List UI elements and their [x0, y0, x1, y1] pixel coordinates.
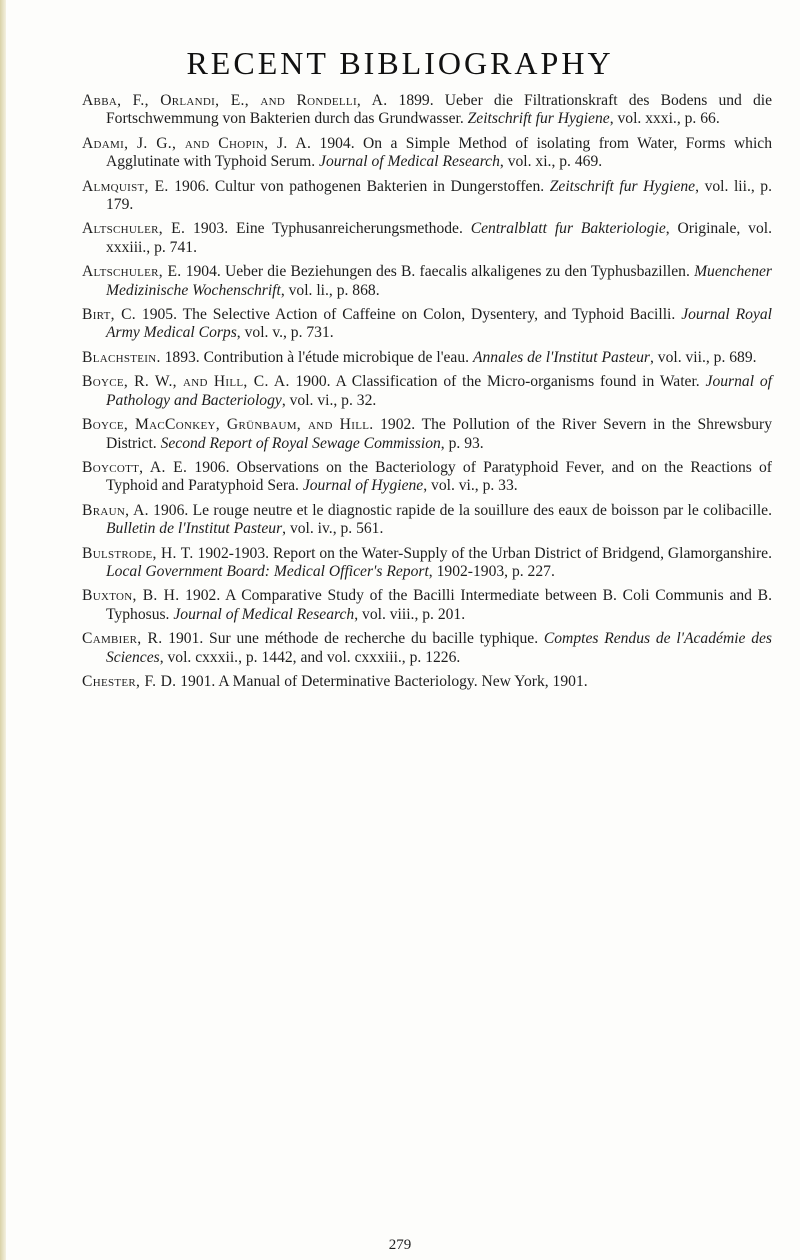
- bibliography-entry: [82, 135, 772, 172]
- entry-text: 1902-1903. Report on the Water-Supply of the Urban District of Bridgend, Glamorganshire.: [193, 544, 772, 562]
- bibliography-entry: [82, 459, 772, 496]
- entry-authors: Almquist, E.: [82, 177, 169, 195]
- page-title: RECENT BIBLIOGRAPHY: [186, 45, 614, 82]
- entry-journal: Journal of Medical Research: [173, 605, 355, 623]
- entry-citation: , vol. vii., p. 689.: [649, 348, 757, 366]
- entry-journal: Annales de l'Institut Pasteur: [472, 348, 650, 366]
- entry-text: 1902. The Pollution of the River Severn in the Shrewsbury District.: [106, 416, 773, 452]
- entry-citation: , vol. viii., p. 201.: [354, 605, 466, 623]
- entry-journal: Zeitschrift fur Hygiene: [549, 177, 696, 195]
- entry-authors: Adami, J. G., and Chopin, J. A.: [82, 134, 312, 152]
- entry-journal: Comptes Rendus de l'Académie des Sciences: [106, 630, 773, 666]
- entry-authors: Buxton, B. H.: [82, 587, 180, 605]
- bibliography-entry: [82, 416, 772, 453]
- entry-citation: , vol. vi., p. 32.: [281, 391, 377, 409]
- entry-citation: , vol. lii., p. 179.: [106, 177, 772, 214]
- entry-journal: Second Report of Royal Sewage Commission: [160, 434, 441, 452]
- entry-journal: Muenchener Medizinische Wochenschrift: [106, 263, 772, 299]
- entry-journal: Journal of Pathology and Bacteriology: [106, 373, 772, 409]
- entry-text: 1904. Ueber die Beziehungen des B. faecalis alkaligenes zu den Typhusbazillen.: [181, 263, 695, 281]
- entry-journal: Zeitschrift fur Hygiene: [467, 110, 610, 128]
- entry-journal: Journal of Hygiene: [302, 477, 424, 495]
- bibliography-entry: [82, 502, 772, 539]
- entry-authors: Birt, C.: [82, 306, 136, 324]
- bibliography-entry: [82, 545, 772, 582]
- entry-text: 1905. The Selective Action of Caffeine on Colon, Dysentery, and Typhoid Bacilli.: [135, 306, 682, 324]
- entry-journal: Journal of Medical Research: [319, 153, 500, 171]
- entry-authors: Altschuler, E.: [82, 263, 182, 281]
- entry-text: 1906. Le rouge neutre et le diagnostic rapide de la souillure des eaux de boisson par le colibacille.: [148, 501, 772, 519]
- entry-text: 1899. Ueber die Filtrationskraft des Bodens und die Fortschwemmung von Bakterien durch das Grundwasser.: [106, 92, 773, 128]
- entry-authors: Blachstein.: [82, 348, 161, 366]
- entry-authors: Altschuler, E.: [82, 220, 186, 238]
- entry-authors: Braun, A.: [82, 501, 149, 519]
- entry-journal: Bulletin de l'Institut Pasteur: [106, 520, 283, 538]
- entry-journal: Local Government Board: Medical Officer's Report: [106, 562, 429, 580]
- bibliography-list: [82, 92, 772, 697]
- bibliography-entry: [82, 587, 772, 624]
- entry-text: 1901. Sur une méthode de recherche du bacille typhique.: [162, 630, 544, 648]
- entry-text: 1893. Contribution à l'étude microbique de l'eau.: [160, 348, 473, 366]
- bibliography-entry: [82, 349, 772, 367]
- entry-authors: Bulstrode, H. T.: [82, 544, 194, 562]
- entry-text: 1903. Eine Typhusanreicherungsmethode.: [185, 220, 471, 238]
- bibliography-entry: [82, 263, 772, 300]
- entry-authors: Boycott, A. E.: [82, 458, 188, 476]
- entry-citation: , vol. v., p. 731.: [236, 324, 334, 342]
- page-number: 279: [388, 1237, 412, 1253]
- entry-authors: Abba, F., Orlandi, E., and Rondelli, A.: [82, 92, 388, 109]
- entry-citation: , vol. cxxxii., p. 1442, and vol. cxxxiii., p. 1226.: [159, 648, 461, 666]
- entry-citation: , p. 93.: [440, 434, 484, 452]
- entry-citation: , vol. vi., p. 33.: [423, 477, 518, 495]
- entry-journal: Centralblatt fur Bakteriologie: [470, 220, 666, 238]
- bibliography-entry: [82, 373, 772, 410]
- entry-text: 1900. A Classification of the Micro-organisms found in Water.: [289, 373, 706, 391]
- entry-text: 1904. On a Simple Method of isolating from Water, Forms which Agglutinate with Typhoid Serum.: [106, 134, 772, 171]
- entry-text: 1906. Cultur von pathogenen Bakterien in Dungerstoffen.: [168, 177, 550, 195]
- entry-text: 1901. A Manual of Determinative Bacteriology. New York, 1901.: [176, 672, 588, 690]
- bibliography-entry: [82, 673, 772, 691]
- bibliography-entry: [82, 92, 772, 129]
- entry-citation: , vol. xxxi., p. 66.: [609, 110, 720, 128]
- bibliography-entry: [82, 306, 772, 343]
- entry-citation: , vol. li., p. 868.: [280, 281, 380, 299]
- entry-text: 1906. Observations on the Bacteriology of Paratyphoid Fever, and on the Reactions of Typhoid and Paratyphoid Sera.: [106, 458, 772, 495]
- bibliography-entry: [82, 220, 772, 257]
- entry-authors: Boyce, MacConkey, Grünbaum, and Hill.: [82, 416, 374, 434]
- entry-text: 1902. A Comparative Study of the Bacilli Intermediate between B. Coli Communis and B. Typhosus.: [106, 587, 772, 623]
- entry-authors: Boyce, R. W., and Hill, C. A.: [82, 373, 290, 391]
- bibliography-entry: [82, 178, 772, 215]
- entry-citation: , vol. iv., p. 561.: [282, 520, 384, 538]
- entry-journal: Journal Royal Army Medical Corps: [106, 306, 772, 342]
- bibliography-entry: [82, 630, 772, 667]
- entry-citation: , 1902-1903, p. 227.: [428, 562, 555, 580]
- page-edge-shadow: [0, 0, 6, 1260]
- entry-citation: , vol. xi., p. 469.: [499, 153, 603, 171]
- entry-authors: Cambier, R.: [82, 630, 163, 648]
- entry-authors: Chester, F. D.: [82, 672, 177, 690]
- entry-citation: , Originale, vol. xxxiii., p. 741.: [106, 220, 772, 256]
